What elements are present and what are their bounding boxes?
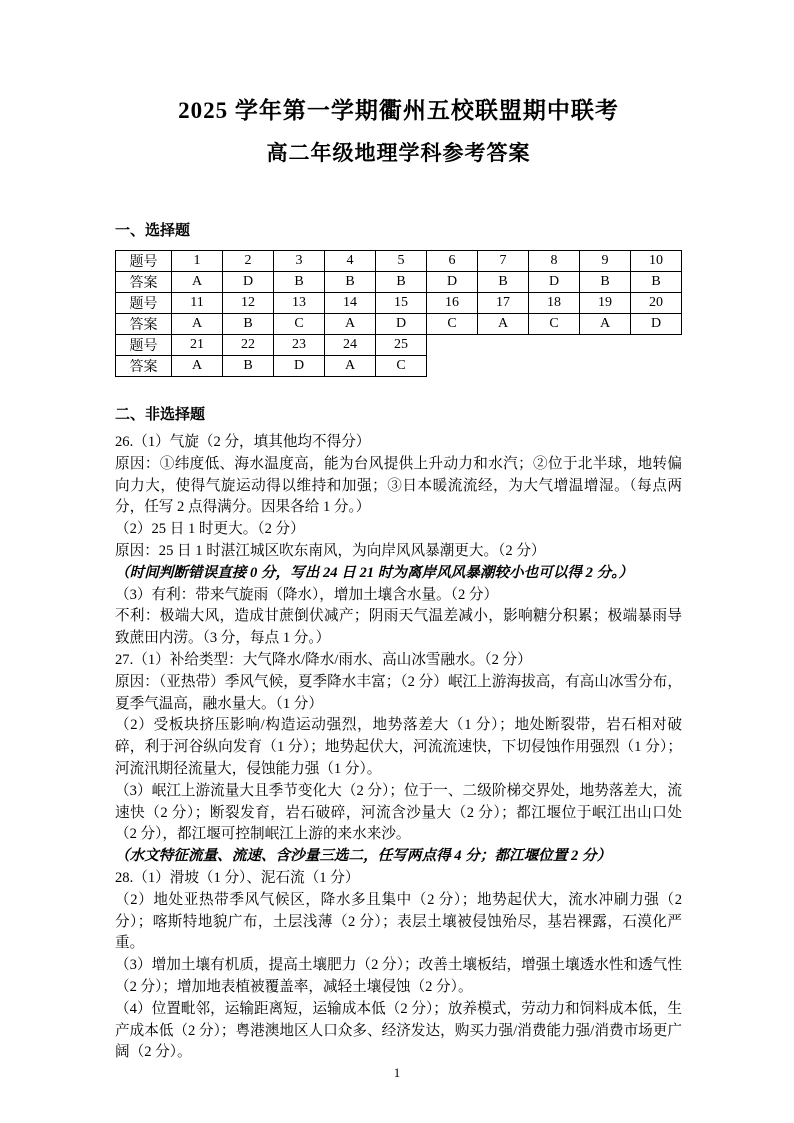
section2-heading: 二、非选择题 <box>115 407 206 423</box>
answer-cell: 20 <box>631 293 682 314</box>
row-label-cell: 答案 <box>116 272 172 293</box>
answer-cell: C <box>376 356 427 377</box>
answer-paragraph: 28.（1）滑坡（1 分）、泥石流（1 分） <box>115 869 360 886</box>
answer-cell: A <box>172 356 223 377</box>
row-label-cell: 答案 <box>116 356 172 377</box>
answer-cell: 13 <box>274 293 325 314</box>
answer-cell: B <box>223 314 274 335</box>
answer-paragraph: （2）25 日 1 时更大。（2 分） <box>115 521 305 538</box>
answer-cell: A <box>325 314 376 335</box>
answer-cell: B <box>376 272 427 293</box>
answer-cell: 25 <box>376 335 427 356</box>
answer-cell: D <box>631 314 682 335</box>
answer-cell: B <box>325 272 376 293</box>
answer-cell: 8 <box>529 251 580 272</box>
answer-cell: 12 <box>223 293 274 314</box>
answer-cell: A <box>580 314 631 335</box>
answer-cell: B <box>223 356 274 377</box>
answer-cell: B <box>478 272 529 293</box>
answer-cell: 11 <box>172 293 223 314</box>
answer-cell: 10 <box>631 251 682 272</box>
answer-cell: 1 <box>172 251 223 272</box>
answer-cell: D <box>274 356 325 377</box>
answer-table-row <box>116 314 682 335</box>
answer-cell: 18 <box>529 293 580 314</box>
answer-cell: A <box>172 314 223 335</box>
answer-cell: 15 <box>376 293 427 314</box>
answer-paragraph: （3）增加土壤有机质，提高土壤肥力（2 分）；改善土壤板结，增强土壤透水性和透气性（2 分）；增加地表植被覆盖率，减轻土壤侵蚀（2 分）。 <box>115 957 682 995</box>
answer-cell: C <box>529 314 580 335</box>
section1-heading: 一、选择题 <box>115 223 191 239</box>
answer-paragraph: 原因：25 日 1 时湛江城区吹东南风，为向岸风风暴潮更大。（2 分） <box>115 542 546 559</box>
page-number: 1 <box>393 1065 401 1080</box>
answer-cell: D <box>427 272 478 293</box>
answer-paragraph: 27.（1）补给类型：大气降水/降水/雨水、高山冰雪融水。（2 分） <box>115 651 532 668</box>
answer-cell: 3 <box>274 251 325 272</box>
answer-paragraph: （2）地处亚热带季风气候区，降水多且集中（2 分）；地势起伏大，流水冲刷力强（2 分）；喀斯特地貌广布，土层浅薄（2 分）；表层土壤被侵蚀殆尽，基岩裸露，石漠化严重。 <box>115 891 682 952</box>
answer-paragraph: 26.（1）气旋（2 分，填其他均不得分） <box>115 434 371 450</box>
answer-table-row <box>116 293 682 314</box>
answer-cell: D <box>529 272 580 293</box>
answer-cell: C <box>427 314 478 335</box>
answer-paragraph: （4）位置毗邻，运输距离短，运输成本低（2 分）；放养模式，劳动力和饲料成本低，生产成本低（2 分）；粤港澳地区人口众多、经济发达，购买力强/消费能力强/消费市场更广阔（2 分）。 <box>115 1000 682 1061</box>
answer-table-main <box>115 250 682 335</box>
row-label-cell: 答案 <box>116 314 172 335</box>
answer-paragraph: （时间判断错误直接 0 分，写出 24 日 21 时为离岸风风暴潮较小也可以得 2 分。） <box>115 564 634 581</box>
section2-body <box>115 432 682 1064</box>
answer-table-extra <box>115 334 427 377</box>
answer-cell: 17 <box>478 293 529 314</box>
answer-table-row <box>116 251 682 272</box>
answer-table-row <box>116 356 427 377</box>
row-label-cell: 题号 <box>116 251 172 272</box>
answer-cell: 24 <box>325 335 376 356</box>
answer-paragraph: （3）岷江上游流量大且季节变化大（2 分）；位于一、二级阶梯交界处，地势落差大，流速快（2 分）；断裂发育，岩石破碎，河流含沙量大（2 分）；都江堰位于岷江出山口处（2 分），都江堰可控制岷江上游的来水来沙。 <box>115 782 682 843</box>
answer-cell: 9 <box>580 251 631 272</box>
answer-cell: 6 <box>427 251 478 272</box>
answer-cell: 14 <box>325 293 376 314</box>
answer-paragraph: （水文特征流量、流速、含沙量三选二，任写两点得 4 分；都江堰位置 2 分） <box>115 848 612 865</box>
answer-cell: A <box>172 272 223 293</box>
answer-cell: 19 <box>580 293 631 314</box>
answer-table-row <box>116 335 427 356</box>
row-label-cell: 题号 <box>116 293 172 314</box>
answer-cell: A <box>325 356 376 377</box>
answer-paragraph: 原因：①纬度低、海水温度高，能为台风提供上升动力和水汽；②位于北半球，地转偏向力大，使得气旋运动得以维持和加强；③日本暖流流经，为大气增温增湿。（每点两分，任写 2 点得满分。因果各给 1 分。） <box>115 455 682 516</box>
row-label-cell: 题号 <box>116 335 172 356</box>
answer-paragraph: 不利：极端大风，造成甘蔗倒伏减产；阴雨天气温差减小，影响糖分积累；极端暴雨导致蔗田内涝。（3 分，每点 1 分。） <box>115 608 682 647</box>
answer-cell: D <box>223 272 274 293</box>
answer-paragraph: 原因：（亚热带）季风气候，夏季降水丰富；（2 分）岷江上游海拔高，有高山冰雪分布，夏季气温高，融水量大。（1 分） <box>115 673 682 712</box>
answer-cell: 16 <box>427 293 478 314</box>
answer-cell: 5 <box>376 251 427 272</box>
answer-cell: B <box>274 272 325 293</box>
answer-cell: B <box>580 272 631 293</box>
answer-cell: 7 <box>478 251 529 272</box>
answer-cell: 21 <box>172 335 223 356</box>
answer-paragraph: （3）有利：带来气旋雨（降水），增加土壤含水量。（2 分） <box>115 586 499 603</box>
answer-cell: 4 <box>325 251 376 272</box>
document-title-line1: 2025 学年第一学期衢州五校联盟期中联考 <box>178 98 619 123</box>
answer-cell: D <box>376 314 427 335</box>
document-title-line2: 高二年级地理学科参考答案 <box>266 141 531 165</box>
answer-cell: C <box>274 314 325 335</box>
answer-cell: 2 <box>223 251 274 272</box>
answer-cell: A <box>478 314 529 335</box>
answer-table-row <box>116 272 682 293</box>
answer-paragraph: （2）受板块挤压影响/构造运动强烈，地势落差大（1 分）；地处断裂带，岩石相对破碎，利于河谷纵向发育（1 分）；地势起伏大，河流流速快，下切侵蚀作用强烈（1 分）；河流汛期径流量大，侵蚀能力强（1 分）。 <box>115 717 682 777</box>
answer-cell: 23 <box>274 335 325 356</box>
answer-cell: B <box>631 272 682 293</box>
answer-cell: 22 <box>223 335 274 356</box>
